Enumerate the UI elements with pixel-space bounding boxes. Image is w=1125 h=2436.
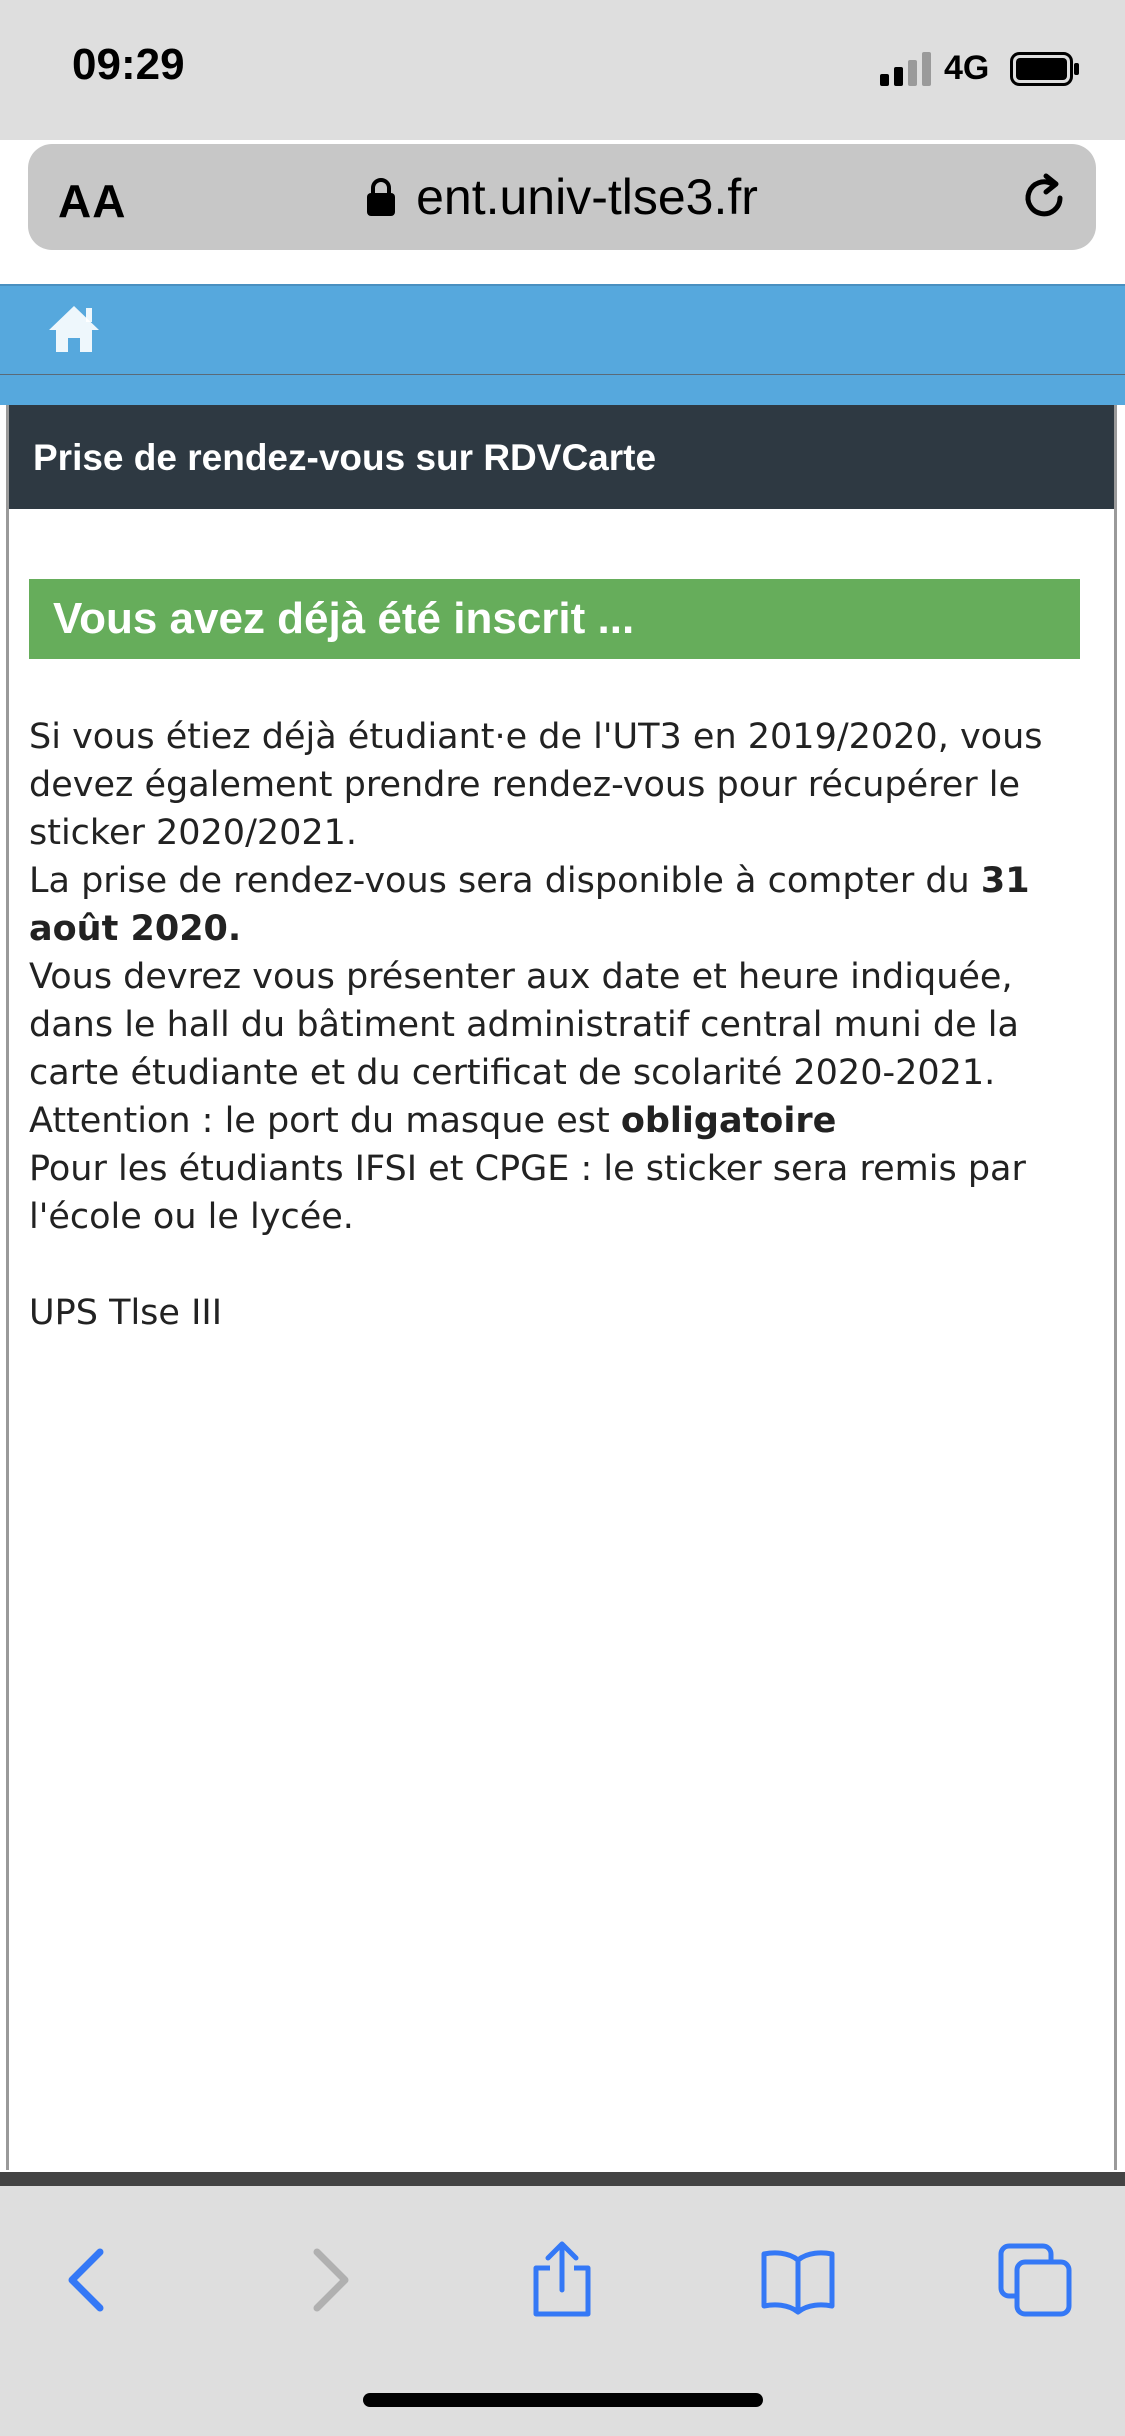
mask-text: Attention : le port du masque est [29, 1101, 621, 1141]
tabs-icon[interactable] [995, 2240, 1075, 2320]
availability-text: La prise de rendez-vous sera disponible à compter du [29, 861, 981, 901]
cellular-signal-icon [880, 52, 934, 86]
panel-title-bar [9, 405, 1114, 509]
info-banner [29, 579, 1080, 659]
url-text: ent.univ-tlse3.fr [416, 169, 758, 225]
share-icon[interactable] [522, 2240, 602, 2320]
header-strip [0, 375, 1125, 405]
site-header [0, 284, 1125, 377]
bookmarks-icon[interactable] [758, 2240, 838, 2320]
panel-title: Prise de rendez-vous sur RDVCarte [33, 437, 657, 478]
status-bar [0, 0, 1125, 140]
lock-icon [366, 177, 396, 217]
availability-date: 31 août 2020. [29, 861, 1030, 949]
home-indicator [363, 2393, 763, 2407]
banner-text: Vous avez déjà été inscrit ... [53, 594, 635, 643]
content-panel [6, 405, 1117, 2170]
status-time: 09:29 [72, 40, 185, 89]
mask-required: obligatoire [620, 1101, 837, 1141]
forward-icon[interactable] [285, 2240, 365, 2320]
back-icon[interactable] [52, 2240, 132, 2320]
battery-icon [1010, 52, 1080, 86]
text-size-label: AA [58, 175, 127, 227]
paragraph-availability [29, 857, 1089, 953]
url-display[interactable] [28, 144, 1096, 250]
paragraph-location: Vous devrez vous présenter aux date et heure indiquée, dans le hall du bâtiment administratif central muni de la carte étudiante et du certificat de scolarité 2020-2021. [29, 957, 1019, 1093]
paragraph-previous-students: Si vous étiez déjà étudiant·e de l'UT3 en 2019/2020, vous devez également prendre rendez-vous pour récupérer le sticker 2020/2021. [29, 717, 1043, 853]
paragraph-ifsi-cpge: Pour les étudiants IFSI et CPGE : le sticker sera remis par l'école ou le lycée. [29, 1149, 1026, 1237]
paragraph-mask [29, 1097, 1089, 1145]
reload-icon[interactable] [1016, 170, 1072, 226]
signature: UPS Tlse III [29, 1293, 223, 1333]
network-type: 4G [944, 49, 990, 87]
home-icon[interactable] [46, 302, 102, 356]
content-body [29, 713, 1089, 1337]
toolbar-divider [0, 2172, 1125, 2186]
address-bar[interactable] [28, 144, 1096, 250]
